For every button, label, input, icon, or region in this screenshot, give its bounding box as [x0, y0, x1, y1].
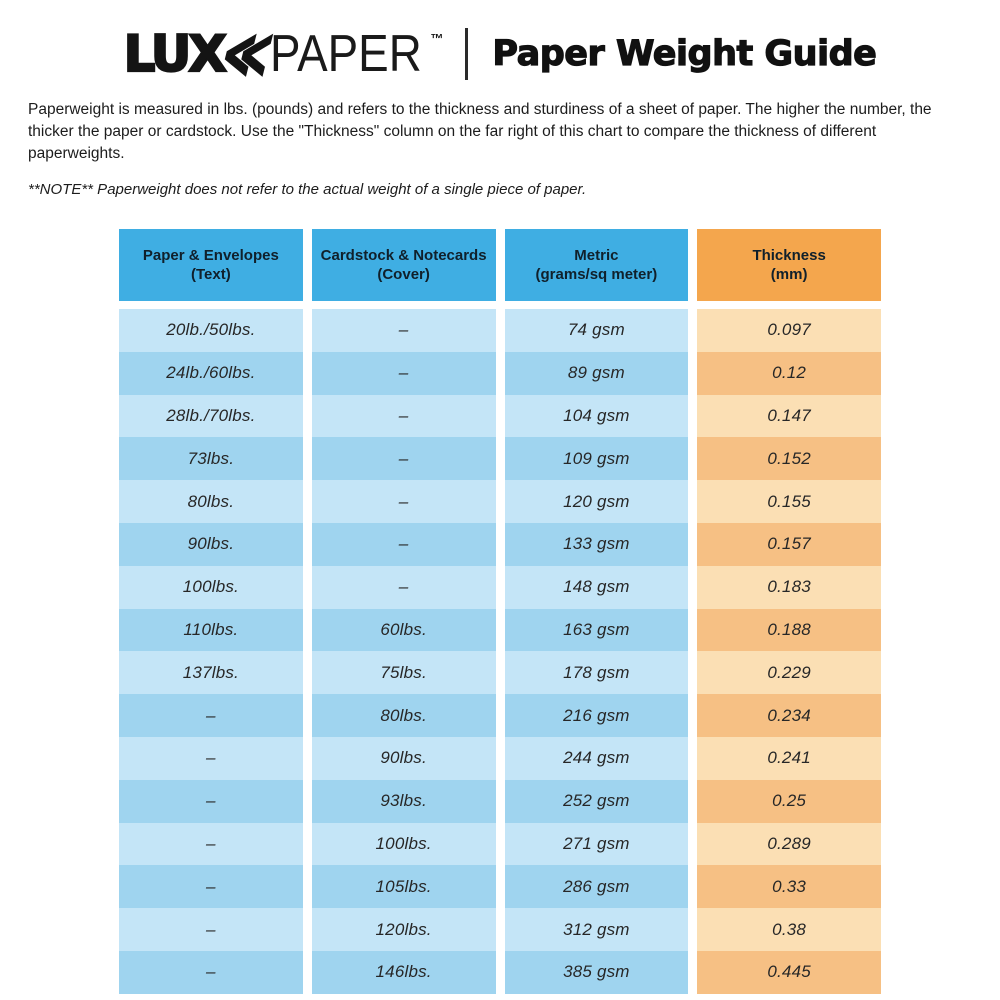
- table-row: [119, 566, 881, 609]
- cell-metric: 74 gsm: [505, 309, 689, 352]
- cell-cover: 90lbs.: [312, 737, 496, 780]
- cell-metric: 89 gsm: [505, 352, 689, 395]
- column-header-cover: [312, 229, 496, 301]
- cell-metric: 104 gsm: [505, 395, 689, 438]
- cell-thickness: 0.12: [697, 352, 881, 395]
- cell-text: 90lbs.: [119, 523, 303, 566]
- table-row: [119, 523, 881, 566]
- logo-paper-text: PAPER: [269, 25, 422, 83]
- cell-text: –: [119, 823, 303, 866]
- cell-cover: 100lbs.: [312, 823, 496, 866]
- cell-metric: 286 gsm: [505, 865, 689, 908]
- paper-weight-table: [119, 229, 881, 994]
- table-row: [119, 480, 881, 523]
- cell-text: –: [119, 737, 303, 780]
- cell-metric: 312 gsm: [505, 908, 689, 951]
- cell-cover: 93lbs.: [312, 780, 496, 823]
- table-row: [119, 865, 881, 908]
- cell-cover: –: [312, 437, 496, 480]
- trademark-symbol: ™: [430, 30, 444, 46]
- cell-metric: 163 gsm: [505, 609, 689, 652]
- logo-chevron-mark: ≪: [215, 22, 272, 86]
- cell-metric: 252 gsm: [505, 780, 689, 823]
- cell-text: 110lbs.: [119, 609, 303, 652]
- table-row: [119, 823, 881, 866]
- column-header-line: Metric: [574, 247, 619, 264]
- table-row: [119, 309, 881, 352]
- cell-text: 28lb./70lbs.: [119, 395, 303, 438]
- cell-cover: 120lbs.: [312, 908, 496, 951]
- column-header-line: (mm): [770, 266, 808, 283]
- lux-paper-logo: [124, 24, 456, 84]
- cell-metric: 271 gsm: [505, 823, 689, 866]
- cell-cover: 75lbs.: [312, 651, 496, 694]
- cell-metric: 178 gsm: [505, 651, 689, 694]
- vertical-divider: [465, 28, 468, 80]
- cell-text: –: [119, 694, 303, 737]
- cell-metric: 244 gsm: [505, 737, 689, 780]
- cell-thickness: 0.147: [697, 395, 881, 438]
- table-row: [119, 951, 881, 994]
- cell-cover: –: [312, 395, 496, 438]
- cell-text: –: [119, 908, 303, 951]
- cell-cover: 146lbs.: [312, 951, 496, 994]
- table-row: [119, 395, 881, 438]
- cell-cover: 105lbs.: [312, 865, 496, 908]
- column-header-thickness: [697, 229, 881, 301]
- cell-thickness: 0.241: [697, 737, 881, 780]
- cell-text: 100lbs.: [119, 566, 303, 609]
- cell-cover: –: [312, 523, 496, 566]
- cell-text: –: [119, 951, 303, 994]
- cell-text: –: [119, 865, 303, 908]
- cell-thickness: 0.229: [697, 651, 881, 694]
- column-header-line: (Text): [191, 266, 231, 283]
- cell-thickness: 0.38: [697, 908, 881, 951]
- cell-metric: 109 gsm: [505, 437, 689, 480]
- cell-thickness: 0.157: [697, 523, 881, 566]
- cell-thickness: 0.289: [697, 823, 881, 866]
- cell-text: 24lb./60lbs.: [119, 352, 303, 395]
- logo-lux-text: LUX: [123, 25, 224, 83]
- page-title: Paper Weight Guide: [492, 34, 877, 74]
- cell-metric: 385 gsm: [505, 951, 689, 994]
- header: [0, 22, 1000, 86]
- cell-thickness: 0.155: [697, 480, 881, 523]
- table-row: [119, 609, 881, 652]
- cell-metric: 120 gsm: [505, 480, 689, 523]
- cell-cover: 80lbs.: [312, 694, 496, 737]
- cell-thickness: 0.445: [697, 951, 881, 994]
- cell-thickness: 0.25: [697, 780, 881, 823]
- cell-cover: –: [312, 480, 496, 523]
- cell-cover: 60lbs.: [312, 609, 496, 652]
- cell-thickness: 0.183: [697, 566, 881, 609]
- cell-cover: –: [312, 309, 496, 352]
- column-header-metric: [505, 229, 689, 301]
- table-row: [119, 651, 881, 694]
- table-rows: [119, 309, 881, 994]
- column-header-line: Cardstock & Notecards: [320, 247, 487, 264]
- cell-text: –: [119, 780, 303, 823]
- cell-thickness: 0.152: [697, 437, 881, 480]
- column-header-line: (Cover): [377, 266, 430, 283]
- cell-thickness: 0.234: [697, 694, 881, 737]
- table-row: [119, 737, 881, 780]
- column-header-line: Thickness: [752, 247, 826, 264]
- cell-thickness: 0.097: [697, 309, 881, 352]
- table-row: [119, 694, 881, 737]
- column-header-text: [119, 229, 303, 301]
- cell-text: 137lbs.: [119, 651, 303, 694]
- intro-paragraph: Paperweight is measured in lbs. (pounds) and refers to the thickness and sturdiness of a sheet of paper. The higher the number, the thicker the paper or cardstock. Use the "Thickness" column on the far right of this chart to compare the thickness of different paperweights.: [28, 101, 932, 162]
- cell-thickness: 0.33: [697, 865, 881, 908]
- table-header-row: [119, 229, 881, 301]
- column-header-line: Paper & Envelopes: [142, 247, 279, 264]
- cell-thickness: 0.188: [697, 609, 881, 652]
- cell-metric: 148 gsm: [505, 566, 689, 609]
- cell-cover: –: [312, 566, 496, 609]
- cell-cover: –: [312, 352, 496, 395]
- cell-text: 73lbs.: [119, 437, 303, 480]
- table-row: [119, 352, 881, 395]
- table-row: [119, 780, 881, 823]
- note-text: **NOTE** Paperweight does not refer to the actual weight of a single piece of paper.: [28, 181, 587, 198]
- cell-metric: 216 gsm: [505, 694, 689, 737]
- column-header-line: (grams/sq meter): [535, 266, 658, 283]
- cell-text: 80lbs.: [119, 480, 303, 523]
- table-row: [119, 437, 881, 480]
- cell-metric: 133 gsm: [505, 523, 689, 566]
- cell-text: 20lb./50lbs.: [119, 309, 303, 352]
- table-row: [119, 908, 881, 951]
